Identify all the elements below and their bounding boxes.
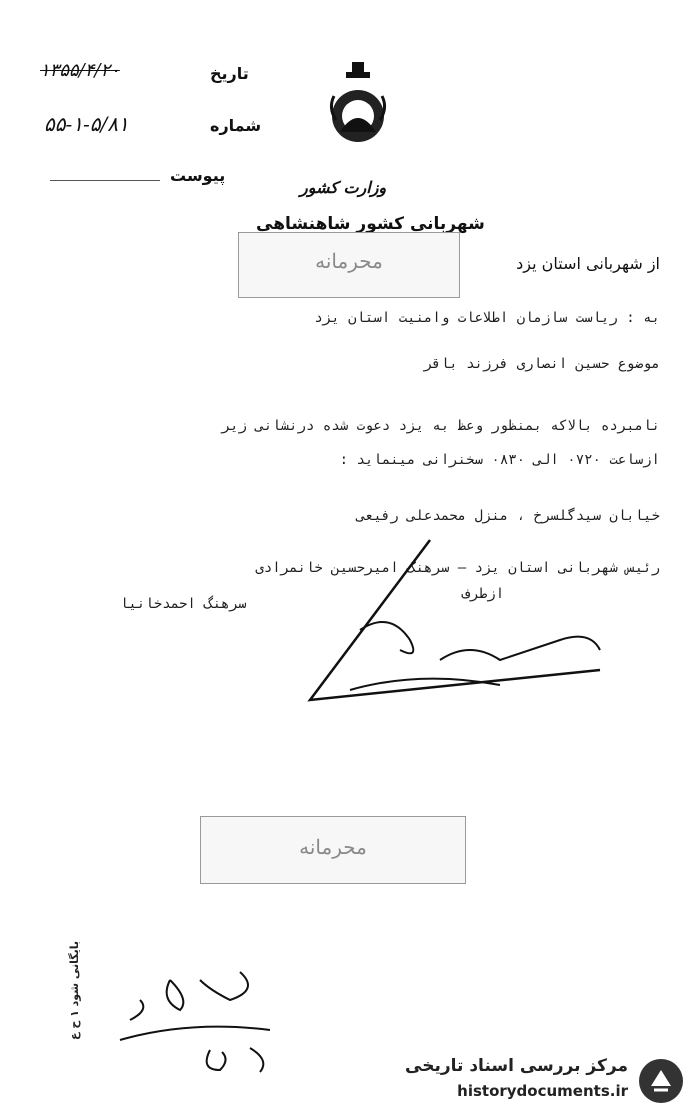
confidential-stamp-bottom-text: محرمانه [299, 835, 367, 859]
ministry-title: وزارت کشور [300, 178, 387, 197]
confidential-stamp-bottom [200, 816, 466, 884]
signature-on-behalf: ازطرف [462, 586, 505, 602]
subject-line: موضوع حسین انصاری فرزند باقر [423, 356, 660, 372]
lion-and-sun-crown-emblem-icon [318, 60, 398, 150]
office-title: شهربانی کشور شاهنشاهی [256, 214, 485, 234]
attachment-line [50, 180, 160, 181]
watermark-logo-icon [636, 1056, 686, 1106]
confidential-stamp-top [238, 232, 460, 298]
attachment-label: پیوست [170, 166, 226, 185]
address-line: خیابان سیدگلسرخ ، منزل محمدعلی رفیعی [356, 508, 660, 524]
to-line: به : ریاست سازمان اطلاعات وامنیت استان یزد [314, 310, 660, 326]
watermark-title: مرکز بررسی اسناد تاریخی [405, 1056, 628, 1076]
handwritten-signature [300, 520, 620, 720]
watermark [405, 1052, 690, 1112]
side-note: بایگانی شود ۱ ح ع [68, 940, 81, 1040]
from-line: از شهربانی استان یزد [516, 254, 660, 273]
date-value: ۱۳۵۵/۴/۲۰ [40, 60, 120, 81]
number-label: شماره [210, 116, 262, 135]
archive-handwriting [110, 960, 290, 1080]
number-value: ۵۵-۱-۵/۸۱ [44, 112, 129, 136]
signature-line-2: سرهنگ احمدخانیا [120, 596, 247, 612]
watermark-url: historydocuments.ir [457, 1082, 628, 1100]
confidential-stamp-top-text: محرمانه [315, 249, 383, 273]
signature-line-1: رئیس شهربانی استان یزد – سرهنگ امیرحسین خانمرادی [255, 560, 660, 576]
body-line-1: نامبرده بالاکه بمنظور وعظ به یزد دعوت شده درنشانی زیر [221, 418, 660, 434]
date-label: تاریخ [210, 64, 249, 83]
body-line-2: ازساعت ۰۷۲۰ الی ۰۸۳۰ سخنرانی مینماید : [339, 452, 660, 468]
